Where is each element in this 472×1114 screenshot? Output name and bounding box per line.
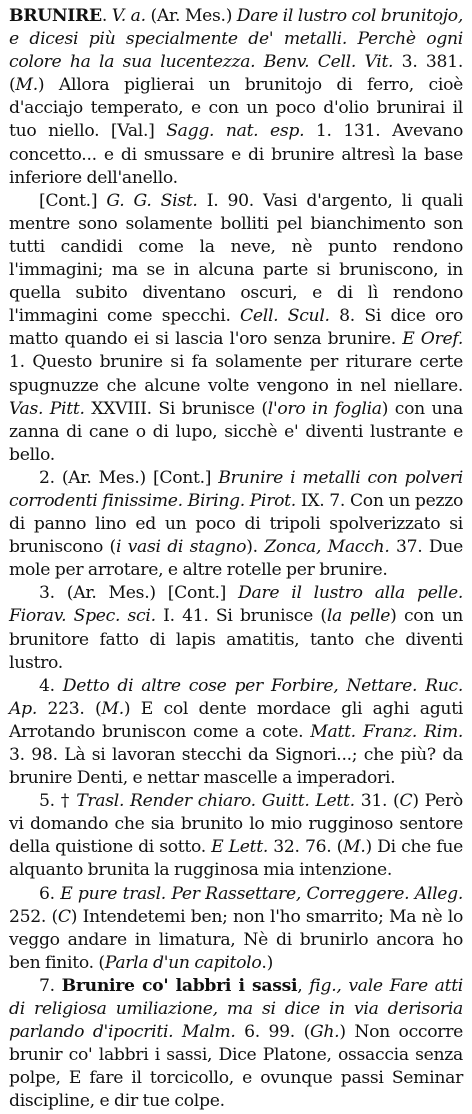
- italic-text-run: Zonca, Macch.: [264, 537, 390, 558]
- italic-text-run: Brunire i metalli con polveri corrodenti finissime. Biring. Pirot.: [9, 467, 464, 511]
- text-run: 3. 381. (: [9, 52, 463, 96]
- italic-text-run: fig., vale Fare atti di religiosa umiliazione, ma si dice in via derisoria parlando d'ipocriti. Malm.: [9, 975, 464, 1043]
- text-run: ) E col dente mordace gli aghi aguti Arrotando bruniscon come a cote.: [9, 698, 463, 742]
- text-run: .): [261, 952, 273, 973]
- italic-text-run: C: [57, 906, 71, 927]
- italic-text-run: Detto di altre cose per Forbire, Nettare. Ruc. Ap.: [9, 675, 464, 719]
- entry-paragraph-citation: [9, 190, 463, 467]
- entry-sense-3: [9, 582, 463, 674]
- text-run: ) Di che fue alquanto brunita la rugginosa mia intenzione.: [9, 837, 464, 881]
- italic-text-run: Sagg. nat. esp.: [166, 121, 305, 142]
- italic-text-run: i vasi di stagno: [115, 537, 247, 558]
- text-run: (Ar. Mes.): [145, 6, 237, 26]
- dictionary-entry-brunire: [9, 5, 463, 1114]
- entry-sense-4: [9, 675, 463, 790]
- entry-paragraph-definition: [9, 5, 463, 190]
- text-run: 1. 131. Avevano concetto... e di smussare e di brunire altresì la base inferiore dell'anello.: [9, 121, 463, 188]
- text-run: ).: [246, 537, 265, 558]
- text-run: 31. (: [354, 791, 400, 812]
- text-run: 252. (: [9, 906, 58, 927]
- text-run: [Cont.]: [39, 190, 107, 211]
- text-run: ) Intendetemi ben; non l'ho smarrito; Ma nè lo veggo andare in limatura, Nè di brunirlo ancora ho ben finito. (: [9, 906, 463, 973]
- italic-text-run: E Lett.: [211, 837, 269, 858]
- entry-sense-2: [9, 467, 463, 582]
- text-run: 2. (Ar. Mes.) [Cont.]: [39, 467, 219, 488]
- text-run: ) con un brunitore fatto di lapis amatitis, tanto che diventi lustro.: [9, 606, 463, 673]
- text-run: ) Non occorre brunir co' labbri i sassi, Dice Platone, ossaccia senza polpe, E fare il torcicollo, e ovunque passi Seminar discipline, e dir tue colpe.: [9, 1022, 463, 1112]
- text-run: ) Allora piglierai un brunitojo di ferro, cioè d'acciajo temperato, e con un poco d'olio brunirai il tuo niello. [Val.]: [9, 75, 463, 142]
- entry-sense-6: [9, 883, 463, 975]
- text-run: ) con una zanna di cane o di lupo, sicchè e' diventi lustrante e bello.: [9, 398, 463, 465]
- text-run: .: [101, 6, 112, 26]
- text-run: 32. 76. (: [268, 837, 344, 858]
- italic-text-run: Dare il lustro col brunitojo, e dicesi più specialmente de' metalli. Perchè ogni colore ha la sua lucentezza. Benv. Cell. Vit.: [9, 6, 463, 73]
- entry-sense-7: [9, 975, 463, 1114]
- italic-text-run: G. G. Sist.: [106, 190, 198, 211]
- text-run: IX. 7. Con un pezzo di panno lino ed un poco di tripoli spolverizzato si bruniscono (: [9, 490, 464, 558]
- italic-text-run: Matt. Franz. Rim.: [310, 721, 463, 742]
- text-run: 8. Si dice oro matto quando ei si lascia l'oro senza brunire.: [9, 306, 464, 350]
- italic-text-run: C: [399, 791, 413, 812]
- italic-text-run: Trasl. Render chiaro. Guitt. Lett.: [76, 791, 355, 812]
- italic-text-run: Vas. Pitt.: [9, 398, 85, 419]
- italic-text-run: l'oro in foglia: [267, 398, 382, 419]
- text-run: 4.: [39, 675, 63, 696]
- text-run: 223. (: [36, 698, 102, 719]
- entry-sense-5: [9, 790, 463, 882]
- text-run: I. 90. Vasi d'argento, li quali mentre sono solamente bolliti pel bianchimento son tutti candidi come la neve, nè punto rendono l'immagini; ma se in alcuna parte si bruniscono, in quella subito diventano oscuri, e di lì rendono l'immagini come specchi.: [9, 190, 464, 327]
- text-run: 37. Due mole per arrotare, e altre rotelle per brunire.: [9, 537, 464, 581]
- headword: BRUNIRE: [9, 6, 102, 26]
- text-run: 6.: [39, 883, 61, 904]
- italic-text-run: E Oref.: [402, 329, 463, 350]
- text-run: 3. 98. Là si lavoran stecchi da Signori...; che più? da brunire Denti, e nettar mascelle a imperadori.: [9, 745, 463, 789]
- text-run: 6. 99. (: [235, 1022, 310, 1043]
- italic-text-run: M.: [101, 698, 124, 719]
- text-run: 7.: [39, 975, 62, 996]
- text-run: 5. †: [39, 791, 77, 812]
- text-run: 1. Questo brunire si fa solamente per riturare certe spugnuzze che alcune volte vengono in nel niellare.: [9, 352, 463, 396]
- text-run: XXVIII. Si brunisce (: [84, 398, 268, 419]
- italic-text-run: M.: [15, 75, 38, 96]
- italic-text-run: Dare il lustro alla pelle. Fiorav. Spec. sci.: [9, 583, 463, 627]
- bold-text-run: Brunire co' labbri i sassi: [61, 975, 298, 996]
- italic-text-run: Cell. Scul.: [240, 306, 330, 327]
- text-run: 3. (Ar. Mes.) [Cont.]: [39, 583, 239, 604]
- italic-text-run: E pure trasl. Per Rassettare, Correggere. Alleg.: [60, 883, 463, 904]
- text-run: ,: [297, 975, 310, 996]
- italic-text-run: la pelle: [326, 606, 391, 627]
- italic-text-run: Gh.: [309, 1022, 340, 1043]
- text-run: I. 41. Si brunisce (: [155, 606, 327, 627]
- italic-text-run: M.: [343, 837, 366, 858]
- italic-text-run: Parla d'un capitolo: [104, 952, 262, 973]
- italic-text-run: V. a.: [111, 6, 146, 26]
- text-run: ) Però vi domando che sia brunito lo mio rugginoso sentore della quistione di sotto.: [9, 791, 463, 858]
